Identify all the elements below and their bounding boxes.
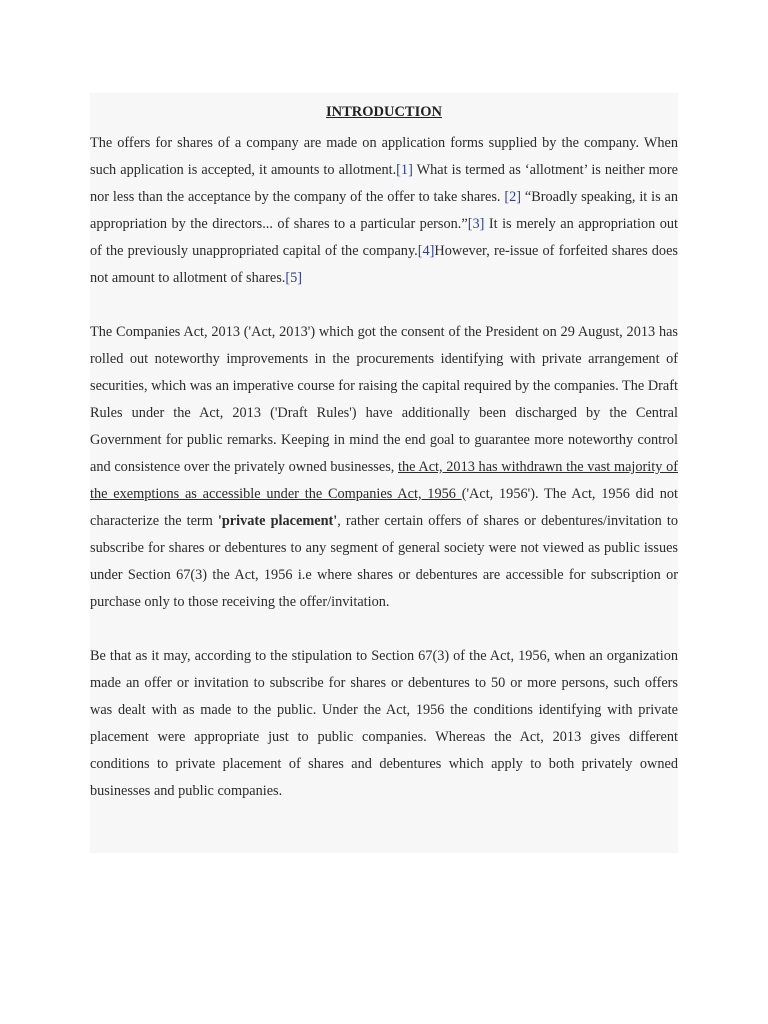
paragraph-2	[90, 319, 678, 616]
document-text-block	[90, 93, 678, 853]
footnote-ref-3[interactable]: [3]	[467, 216, 485, 232]
footnote-ref-1[interactable]: [1]	[396, 162, 413, 178]
p1-sentence-2: What is termed as ‘allotment’ is neither more nor less than the acceptance by the company of the offer to take shares.	[90, 162, 679, 205]
p1-sentence-4: It is merely an appropriation out of the previously unappropriated capital of the company.	[90, 216, 678, 259]
document-body	[90, 103, 678, 805]
p2-text-3: , rather certain offers of shares or debentures/invitation to subscribe for shares or debentures to any segment of general society were not viewed as public issues under Section 67(3) the Act, 1956 i.e where shares or debentures are accessible for subscription or purchase only to those receiving the offer/invitation.	[90, 513, 678, 610]
p1-sentence-5: However, re-issue of forfeited shares does not amount to allotment of shares.	[90, 243, 678, 286]
paragraph-1	[90, 130, 678, 292]
p1-sentence-1: The offers for shares of a company are made on application forms supplied by the company. When such application is accepted, it amounts to allotment.	[90, 135, 678, 178]
p2-underlined-text: the Act, 2013 has withdrawn the vast majority of the exemptions as accessible under the Companies Act, 1956	[90, 459, 678, 502]
p3-text: Be that as it may, according to the stipulation to Section 67(3) of the Act, 1956, when an organization made an offer or invitation to subscribe for shares or debentures to 50 or more persons, such offers was dealt with as made to the public. Under the Act, 1956 the conditions identifying with private placement were appropriate just to public companies. Whereas the Act, 2013 gives different conditions to private placement of shares and debentures which apply to both privately owned businesses and public companies.	[90, 648, 678, 799]
footnote-ref-5[interactable]: [5]	[285, 270, 303, 286]
footnote-ref-2[interactable]: [2]	[504, 189, 522, 205]
p2-text-1: The Companies Act, 2013 ('Act, 2013') which got the consent of the President on 29 August, 2013 has rolled out noteworthy improvements in the procurements identifying with private arrangement of securities, which was an imperative course for raising the capital required by the companies. The Draft Rules under the Act, 2013 ('Draft Rules') have additionally been discharged by the Central Government for public remarks. Keeping in mind the end goal to guarantee more noteworthy control and consistence over the privately owned businesses,	[90, 324, 678, 475]
section-heading: INTRODUCTION	[325, 104, 442, 120]
footnote-ref-4[interactable]: [4]	[417, 243, 435, 259]
p2-bold-term: 'private placement'	[217, 513, 338, 529]
p1-sentence-3: “Broadly speaking, it is an appropriation by the directors... of shares to a particular person.”	[90, 189, 678, 232]
paragraph-3	[90, 643, 678, 805]
p2-text-2: ('Act, 1956'). The Act, 1956 did not characterize the term	[90, 486, 678, 529]
